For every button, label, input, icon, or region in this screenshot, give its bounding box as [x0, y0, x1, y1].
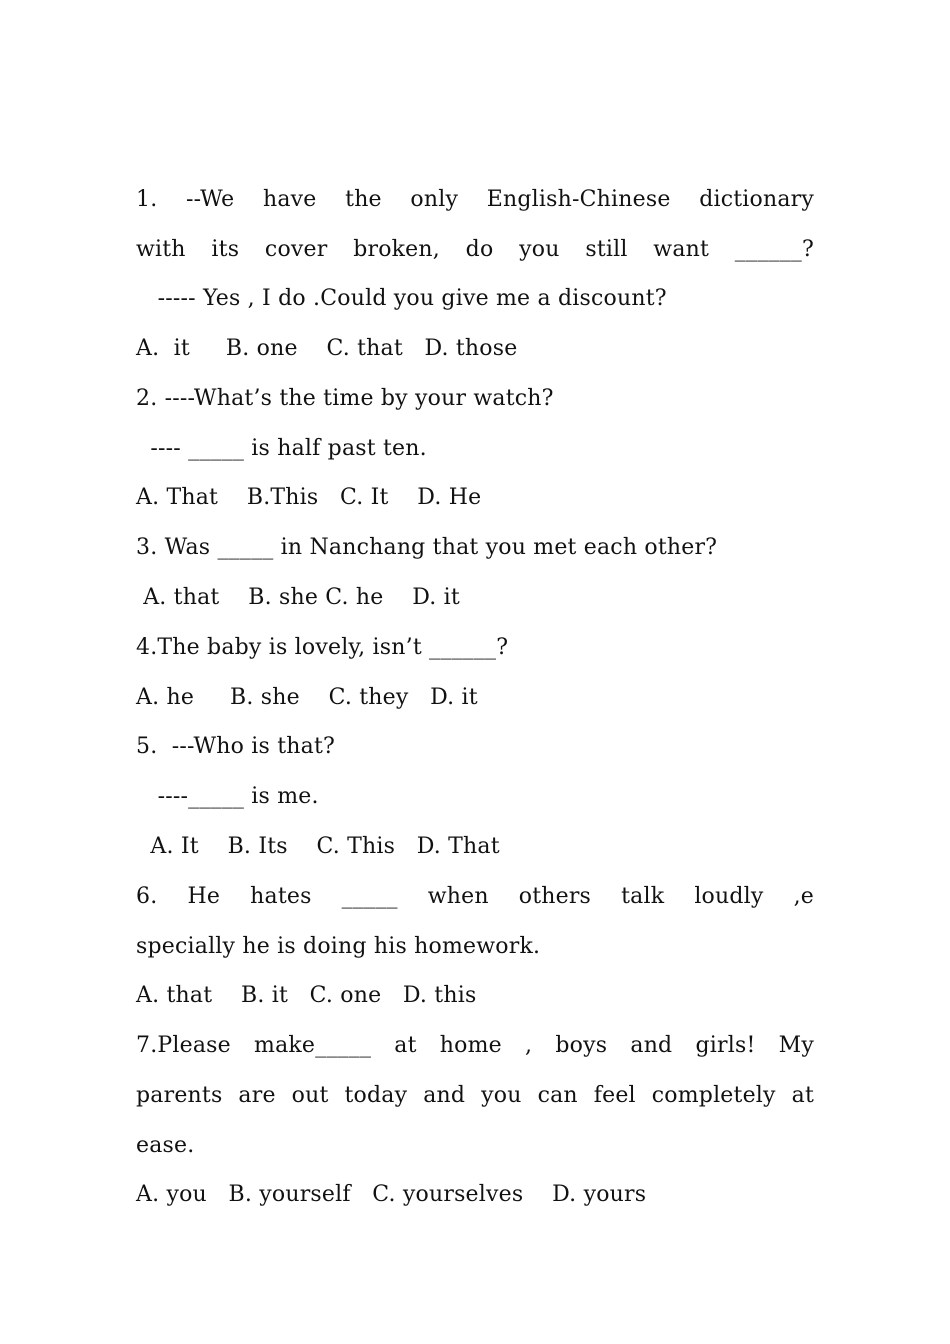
- question-5-stem-line-1: 5. ---Who is that?: [136, 734, 335, 759]
- question-5-stem-line-2: ----_____ is me.: [136, 784, 319, 809]
- question-1-answer-line: ----- Yes , I do .Could you give me a discount?: [136, 286, 667, 311]
- question-4-stem: 4.The baby is lovely, isn’t ______?: [136, 635, 509, 660]
- question-3-stem: 3. Was _____ in Nanchang that you met each other?: [136, 535, 718, 560]
- question-6-stem-line-2: specially he is doing his homework.: [136, 934, 541, 959]
- question-6-options: A. that B. it C. one D. this: [136, 983, 477, 1008]
- question-7-stem-line-2: parents are out today and you can feel completely at: [136, 1083, 814, 1108]
- question-3-options: A. that B. she C. he D. it: [136, 585, 460, 610]
- question-1-stem-line-2: with its cover broken, do you still want ______?: [136, 237, 814, 262]
- question-7-stem-line-1: 7.Please make_____ at home , boys and girls! My: [136, 1033, 814, 1058]
- question-1-options: A. it B. one C. that D. those: [136, 336, 518, 361]
- question-2-stem-line-1: 2. ----What’s the time by your watch?: [136, 386, 554, 411]
- question-6-stem-line-1: 6. He hates _____ when others talk loudly ,e: [136, 884, 814, 909]
- question-4-options: A. he B. she C. they D. it: [136, 685, 478, 710]
- question-2-stem-line-2: ---- _____ is half past ten.: [136, 436, 427, 461]
- question-5-options: A. It B. Its C. This D. That: [136, 834, 500, 859]
- question-1-stem-line-1: 1. --We have the only English-Chinese dictionary: [136, 187, 814, 212]
- question-7-options: A. you B. yourself C. yourselves D. yours: [136, 1182, 647, 1207]
- question-7-stem-line-3: ease.: [136, 1133, 195, 1158]
- question-2-options: A. That B.This C. It D. He: [136, 485, 482, 510]
